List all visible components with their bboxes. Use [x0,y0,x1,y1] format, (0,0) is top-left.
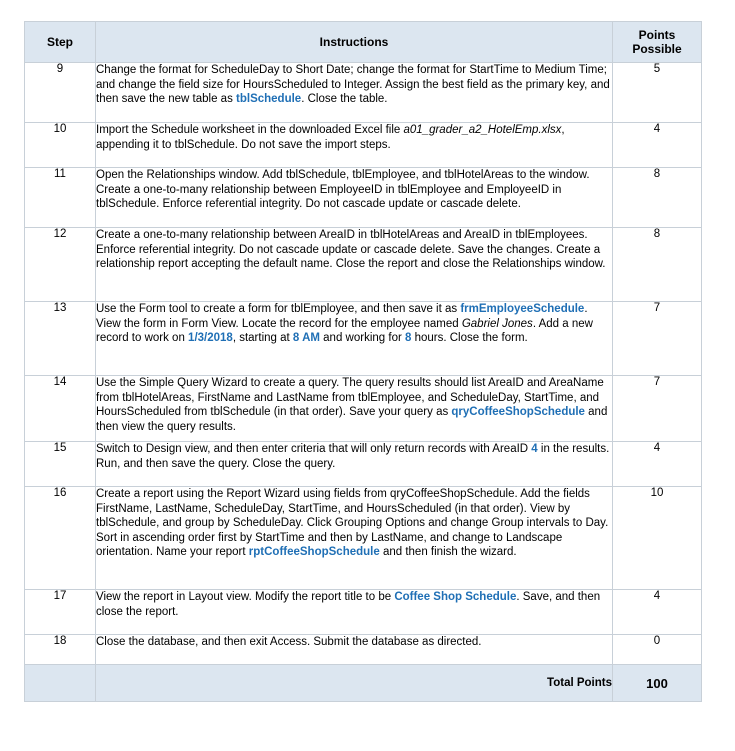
table-row [25,487,702,590]
points-value: 4 [613,123,702,168]
table-row [25,635,702,665]
step-number: 16 [25,487,96,590]
instruction-text [96,442,613,487]
instruction-text [96,635,613,665]
highlighted-value: 8 [404,332,412,344]
header-instructions: Instructions [96,22,613,63]
instruction-text [96,376,613,442]
table-row [25,376,702,442]
points-value: 4 [613,442,702,487]
highlighted-value: frmEmployeeSchedule [460,303,585,315]
step-number: 13 [25,302,96,376]
step-number: 15 [25,442,96,487]
instruction-part: Use the Simple Query Wizard to create a query. The query results should list AreaID and AreaName from tblHotelAreas, FirstName and LastName from tblEmployee, and ScheduleDay, StartTime, and HoursScheduled from tblSchedule (in that order). Save your query as [96,377,604,418]
instruction-part: Import the Schedule worksheet in the downloaded Excel file [96,124,404,136]
table-row [25,123,702,168]
table-row [25,63,702,123]
highlighted-value: qryCoffeeShopSchedule [451,406,585,418]
table-row [25,228,702,302]
step-number: 14 [25,376,96,442]
instruction-part: and then finish the wizard. [379,546,517,558]
header-points-possible [613,22,702,63]
instruction-text [96,168,613,228]
instruction-part: Change the format for ScheduleDay to Short Date; change the format for StartTime to Medium Time; and change the field size for HoursScheduled to Integer. Assign the best field as the primary key, and then save the new table as [96,64,610,105]
header-points-line1: Points [638,28,676,42]
instruction-text [96,63,613,123]
points-value: 8 [613,228,702,302]
instruction-part: Close the database, and then exit Access. Submit the database as directed. [96,636,482,648]
italic-text: a01_grader_a2_HotelEmp.xlsx [403,124,562,136]
highlighted-value: rptCoffeeShopSchedule [248,546,380,558]
instruction-text [96,302,613,376]
instruction-part: Create a one-to-many relationship between AreaID in tblHotelAreas and AreaID in tblEmployees. Enforce referential integrity. Do not cascade update or cascade delete. Save the changes. Create a relationship report accepting the default name. Close the report and close the Relationships window. [96,229,606,270]
step-number: 9 [25,63,96,123]
highlighted-value: Coffee Shop Schedule [394,591,517,603]
instruction-part: . Add a new record to work on [96,317,593,344]
highlighted-value: 8 AM [292,332,320,344]
instruction-part: , starting at [232,332,293,344]
table-row [25,590,702,635]
total-points-label: Total Points [96,665,613,702]
instruction-part: in the results. Run, and then save the query. Close the query. [96,443,610,470]
points-value: 7 [613,302,702,376]
points-value: 0 [613,635,702,665]
grader-instructions-table [24,21,702,702]
instruction-part: Open the Relationships window. Add tblSchedule, tblEmployee, and tblHotelAreas to the window. Create a one-to-many relationship between EmployeeID in tblEmployee and EmployeeID in tblSchedule. Enforce referential integrity. Do not cascade update or cascade delete. [96,169,590,210]
step-number: 17 [25,590,96,635]
instruction-part: . Close the table. [301,93,388,105]
points-value: 10 [613,487,702,590]
points-value: 8 [613,168,702,228]
italic-text: Gabriel Jones [461,317,533,330]
total-row [25,665,702,702]
instruction-part: Create a report using the Report Wizard using fields from qryCoffeeShopSchedule. Add the fields FirstName, LastName, ScheduleDay, StartTime, and HoursScheduled (in that order). View by tblSchedule, and group by ScheduleDay. Click Grouping Options and change Group intervals to Day. Sort in ascending order first by StartTime and then by LastName, and change to Landscape orientation. Name your report [96,488,609,558]
instruction-text [96,590,613,635]
header-row [25,22,702,63]
instruction-part: . Save, and then close the report. [96,591,601,618]
step-number: 11 [25,168,96,228]
total-empty-cell [25,665,96,702]
instruction-part: hours. Close the form. [411,332,528,344]
instruction-part: , appending it to tblSchedule. Do not save the import steps. [96,124,565,151]
header-points-line2: Possible [632,42,682,56]
instruction-text [96,228,613,302]
table-row [25,302,702,376]
points-value: 5 [613,63,702,123]
step-number: 12 [25,228,96,302]
table-row [25,442,702,487]
instruction-part: Switch to Design view, and then enter criteria that will only return records with AreaID [96,443,532,455]
instruction-part: and then view the query results. [96,406,608,433]
step-number: 10 [25,123,96,168]
highlighted-value: 4 [531,443,538,455]
table-row [25,168,702,228]
instruction-part: and working for [319,332,405,344]
step-number: 18 [25,635,96,665]
instruction-text [96,123,613,168]
highlighted-value: tblSchedule [236,93,302,105]
total-points-value: 100 [613,665,702,702]
header-step: Step [25,22,96,63]
points-value: 4 [613,590,702,635]
instruction-part: Use the Form tool to create a form for tblEmployee, and then save it as [96,303,461,315]
highlighted-value: 1/3/2018 [188,332,233,344]
instruction-part: View the report in Layout view. Modify the report title to be [96,591,395,603]
points-value: 7 [613,376,702,442]
instruction-part: . View the form in Form View. Locate the record for the employee named [96,303,588,330]
instruction-text [96,487,613,590]
